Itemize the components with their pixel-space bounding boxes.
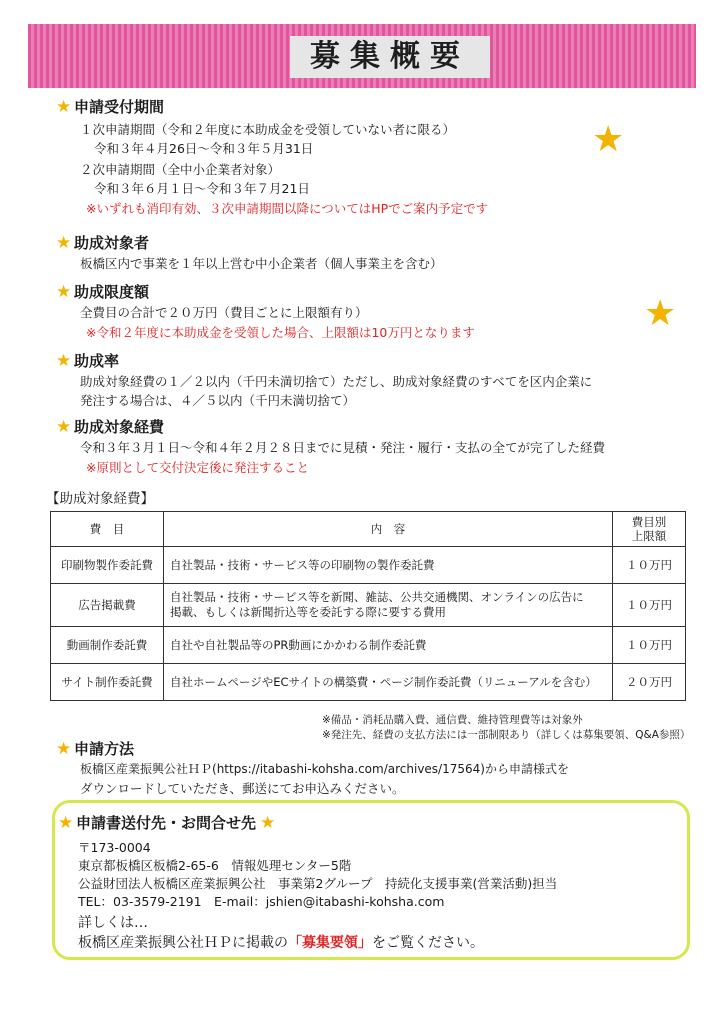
row-limit: ２０万円 <box>613 664 686 701</box>
contact-tel-email: TEL：03-3579-2191 E-mail：jshien@itabashi-kohsha.com <box>78 894 445 909</box>
star-icon: ★ <box>56 416 72 437</box>
eligible-text: 板橋区内で事業を１年以上営む中小企業者（個人事業主を含む） <box>80 256 443 271</box>
contact-more: 詳しくは… <box>78 915 148 931</box>
apply-line1: 板橋区産業振興公社ＨＰ(https://itabashi-kohsha.com/archives/17564)から申請様式を <box>80 762 569 776</box>
table-header-row <box>51 512 686 547</box>
header-limit: 費目別 上限額 <box>613 512 686 547</box>
apply-line2: ダウンロードしていただき、郵送にてお申込みください。 <box>80 781 405 796</box>
title-banner <box>28 24 696 88</box>
rate-line2: 発注する場合は、４／５以内（千円未満切捨て） <box>80 393 356 408</box>
page-title: 募集概要 <box>290 36 490 78</box>
row-item: 動画制作委託費 <box>51 627 164 664</box>
row-content: 自社製品・技術・サービス等の印刷物の製作委託費 <box>164 547 613 584</box>
row-content: 自社や自社製品等のPR動画にかかわる制作委託費 <box>164 627 613 664</box>
row-limit: １０万円 <box>613 547 686 584</box>
table-row <box>51 664 686 701</box>
section-eligible-heading: ★ 助成対象者 <box>56 232 150 253</box>
row-item: サイト制作委託費 <box>51 664 164 701</box>
period-note: ※いずれも消印有効、３次申請期間以降についてはHPでご案内予定です <box>86 201 489 216</box>
star-icon: ★ <box>592 119 625 160</box>
star-icon: ★ <box>644 293 677 334</box>
table-row <box>51 584 686 627</box>
first-period-dates: 令和３年４月26日～令和３年５月31日 <box>94 141 314 156</box>
apply-url-link[interactable]: https://itabashi-kohsha.com/archives/17564 <box>216 762 481 776</box>
star-icon: ★ <box>56 738 72 759</box>
star-icon: ★ <box>56 350 72 371</box>
star-icon: ★ <box>58 812 74 833</box>
star-icon: ★ <box>56 232 72 253</box>
row-item: 広告掲載費 <box>51 584 164 627</box>
contact-final: 板橋区産業振興公社ＨＰに掲載の「募集要領」をご覧ください。 <box>78 935 484 951</box>
star-icon: ★ <box>260 812 276 833</box>
row-content: 自社ホームページやECサイトの構築費・ページ制作委託費（リニューアルを含む） <box>164 664 613 701</box>
expenses-note: ※原則として交付決定後に発注すること <box>86 460 309 475</box>
rate-line1: 助成対象経費の１／２以内（千円未満切捨て）ただし、助成対象経費のすべてを区内企業に <box>80 374 593 389</box>
row-limit: １０万円 <box>613 584 686 627</box>
table-row <box>51 547 686 584</box>
table-note2: ※発注先、経費の支払方法には一部制限あり（詳しくは募集要領、Q&A参照） <box>322 729 691 741</box>
row-item: 印刷物製作委託費 <box>51 547 164 584</box>
header-item: 費 目 <box>51 512 164 547</box>
section-expenses-heading: ★ 助成対象経費 <box>56 416 165 437</box>
contact-org: 公益財団法人板橋区産業振興公社 事業第2グループ 持続化支援事業(営業活動)担当 <box>78 876 558 891</box>
contact-address: 東京都板橋区板橋2-65-6 情報処理センター5階 <box>78 858 352 873</box>
first-period-label: １次申請期間（令和２年度に本助成金を受領していない者に限る） <box>80 122 456 137</box>
section-rate-heading: ★ 助成率 <box>56 350 120 371</box>
row-content: 自社製品・技術・サービス等を新聞、雑誌、公共交通機関、オンラインの広告に 掲載、もしくは新聞折込等を委託する際に要する費用 <box>164 584 613 627</box>
limit-note: ※令和２年度に本助成金を受領した場合、上限額は10万円となります <box>86 325 475 340</box>
star-icon: ★ <box>56 96 72 117</box>
expense-table <box>50 511 686 701</box>
table-caption: 【助成対象経費】 <box>46 491 154 507</box>
section-contact-heading: ★ 申請書送付先・お問合せ先 ★ <box>58 812 278 833</box>
header-content: 内 容 <box>164 512 613 547</box>
table-note1: ※備品・消耗品購入費、通信費、維持管理費等は対象外 <box>322 714 583 726</box>
star-icon: ★ <box>56 281 72 302</box>
expenses-text: 令和３年３月１日～令和４年２月２８日までに見積・発注・履行・支払の全てが完了した経費 <box>80 440 606 455</box>
second-period-label: ２次申請期間（全中小企業者対象） <box>80 162 281 177</box>
contact-postal: 〒173-0004 <box>78 840 151 855</box>
table-row <box>51 627 686 664</box>
second-period-dates: 令和３年６月１日～令和３年７月21日 <box>94 181 310 196</box>
section-limit-heading: ★ 助成限度額 <box>56 281 150 302</box>
row-limit: １０万円 <box>613 627 686 664</box>
guideline-highlight: 「募集要領」 <box>288 935 372 951</box>
section-apply-heading: ★ 申請方法 <box>56 738 135 759</box>
limit-text: 全費目の合計で２０万円（費目ごとに上限額有り） <box>80 305 368 320</box>
section-period-heading: ★ 申請受付期間 <box>56 96 165 117</box>
